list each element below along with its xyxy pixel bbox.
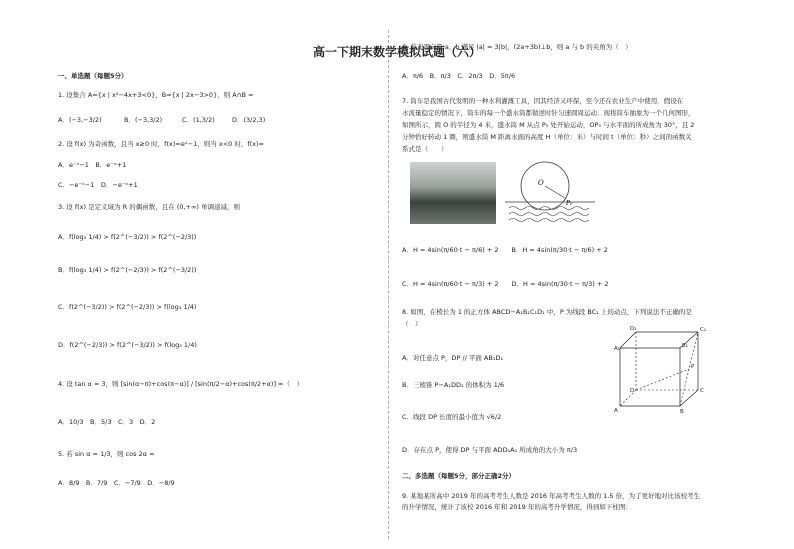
- q8-option-a: A．对任意点 P，DP // 平面 AB₁D₁: [402, 354, 504, 362]
- q8-option-d: D．存在点 P，使得 DP 与平面 ADD₁A₁ 所成角的大小为 π/3: [402, 446, 578, 454]
- point-p: P: [691, 364, 695, 370]
- water-wheel-diagram: [505, 158, 595, 230]
- section-multi-choice: 二、多选题（每题5分，部分正确2分）: [402, 472, 516, 480]
- q7-line-3: 如图所示，圆 O 的半径为 4 米，盛水筒 M 从点 P₀ 处开始运动，OP₀ 与水平面的所成角为 30°，且 2: [402, 121, 695, 129]
- q6-options: A．π/6 B．π/3 C．2π/3 D．5π/6: [402, 72, 516, 80]
- q7-line-5: 系式是（ ）: [402, 145, 448, 153]
- label-o: O: [538, 179, 544, 187]
- vertex-c1: C₁: [700, 327, 707, 333]
- edge-a1d1: [620, 332, 636, 348]
- q3-option-c: C．f(2^(−3/2)) > f(2^(−2/3)) > f(log₃ 1/4): [58, 303, 197, 311]
- q8-line-2: （ ）: [402, 320, 422, 328]
- q5-options: A．8/9 B．7/9 C．−7/9 D．−8/9: [58, 479, 175, 487]
- question-5: 5. 若 sin α = 1/3，则 cos 2α =: [58, 450, 155, 458]
- q8-option-c: C．线段 DP 长度的最小值为 √6/2: [402, 413, 502, 421]
- question-4: 4. 设 tan α = 3，则 [sin(α−π)+cos(π−α)] / [sin(π/2−α)+cos(π/2+α)] =（ ）: [58, 380, 304, 388]
- vertex-a: A: [614, 408, 618, 414]
- label-p0: P₀: [566, 200, 573, 207]
- water-wheel-photo: [410, 162, 496, 224]
- question-2: 2. 设 f(x) 为奇函数，且当 x≥0 时，f(x)=eˣ−1，则当 x<0 时，f(x)=: [58, 140, 265, 148]
- q7-options-ab: A．H = 4sin(π/60·t − π/6) + 2 B．H = 4sin(π/30·t − π/6) + 2: [402, 246, 608, 254]
- q7-line-4: 分钟恰好转动 1 圈，则盛水筒 M 距离水面的高度 H（单位：米）与时间 t（单位：秒）之间的函数关: [402, 133, 692, 141]
- segment-dp: [636, 369, 689, 390]
- q4-options: A．10/3 B．5/3 C．3 D．2: [58, 418, 156, 426]
- q1-option-d: D．(3/2,3): [232, 116, 266, 124]
- q3-option-d: D．f(2^(−2/3)) > f(2^(−3/2)) > f(log₃ 1/4): [58, 341, 197, 349]
- q9-line-1: 9. 某地某所高中 2019 年的高考考生人数是 2016 年高考考生人数的 1.5 倍，为了更好地对比该校考生: [402, 492, 701, 500]
- q7-line-2: 水流量稳定的情况下，筒车的每一个盛水筒都做逆时针匀速圆周运动．现将筒车抽象为一个几何图形，: [402, 109, 695, 117]
- q1-option-b: B．(−3,3/2): [124, 116, 163, 124]
- q1-option-a: A．(−3,−3/2): [58, 116, 102, 124]
- question-6: 6. 若非零向量 a，b 满足 |a| = 3|b|，(2a+3b)⊥b，则 a 与 b 的夹角为（ ）: [402, 43, 632, 51]
- q3-option-b: B．f(log₃ 1/4) > f(2^(−2/3)) > f(2^(−3/2)): [58, 266, 197, 274]
- cube-diagram: [614, 322, 722, 414]
- question-1: 1. 设集合 A={x | x²−4x+3<0}，B={x | 2x−3>0}，则 A∩B =: [58, 91, 254, 99]
- column-divider: [388, 30, 389, 539]
- q1-option-c: C．(1,3/2): [182, 116, 215, 124]
- vertex-b1: B₁: [682, 343, 688, 349]
- water-wave-1: [509, 207, 589, 210]
- page-title: 高一下期末数学模拟试题（六）: [312, 45, 481, 59]
- vertex-d1: D₁: [630, 326, 637, 332]
- q8-line-1: 8. 如图，在棱长为 1 的正方体 ABCD−A₁B₁C₁D₁ 中，P 为线段 BC₁ 上的动点，下列说法不正确的是: [402, 308, 692, 316]
- vertex-d: D: [630, 388, 635, 394]
- section-single-choice: 一、单选题（每题5分）: [58, 72, 128, 80]
- q2-options-ab: A．e⁻ˣ−1 B．e⁻ˣ+1: [58, 161, 127, 169]
- radius-op0: [545, 186, 565, 198]
- water-wave-2: [509, 213, 589, 216]
- water-wave-3: [509, 219, 589, 222]
- q2-options-cd: C．−e⁻ˣ−1 D．−e⁻ˣ+1: [58, 181, 138, 189]
- vertex-b: B: [680, 409, 684, 414]
- vertex-a1: A₁: [614, 346, 620, 352]
- q7-options-cd: C．H = 4sin(π/60·t − π/3) + 2 D．H = 4sin(π/30·t − π/3) + 2: [402, 280, 609, 288]
- q9-line-2: 的升学情况，统计了该校 2016 年和 2019 年的高考升学情况，得到如下柱图：: [402, 503, 632, 511]
- q3-option-a: A．f(log₃ 1/4) > f(2^(−3/2)) > f(2^(−2/3)): [58, 233, 197, 241]
- edge-bc: [680, 390, 698, 406]
- q8-option-b: B．三棱锥 P−A₁DD₁ 的体积为 1/6: [402, 381, 505, 389]
- vertex-c: C: [700, 388, 704, 394]
- q7-line-1: 7. 筒车是我国古代发明的一种水利灌溉工具，因其经济又环保，至今还在农业生产中使用．假设在: [402, 97, 684, 105]
- question-3: 3. 设 f(x) 是定义域为 R 的偶函数，且在 (0,+∞) 单调递减，则: [58, 203, 241, 211]
